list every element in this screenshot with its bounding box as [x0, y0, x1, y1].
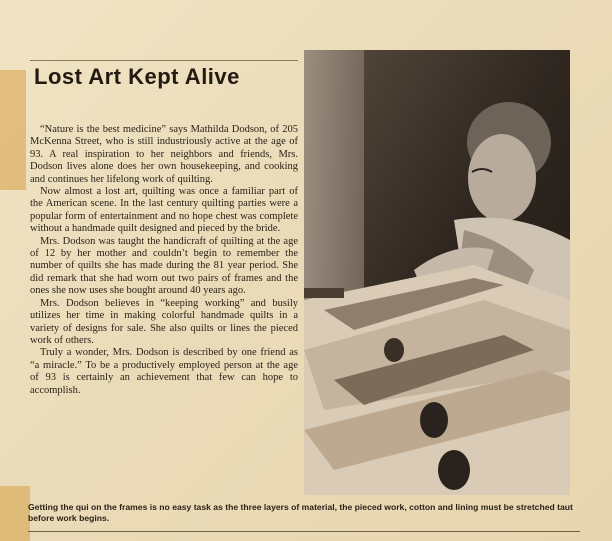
- photo-caption: Getting the qui on the frames is no easy task as the three layers of material, the pieced work, cotton and lining must be stretched taut before work begins.: [28, 502, 573, 523]
- photo-woman-quilting: [304, 50, 570, 495]
- article-body: [30, 124, 298, 397]
- top-rule: [30, 60, 298, 61]
- headline: Lost Art Kept Alive: [34, 64, 240, 89]
- tape-strip-top: [0, 70, 26, 190]
- article-paragraph: Truly a wonder, Mrs. Dodson is described by one friend as “a miracle.” To be a productively employed person at the age of 93 is certainly an achievement that few can hope to accomplish.: [30, 347, 298, 396]
- article-paragraph: Now almost a lost art, quilting was once a familiar part of the American scene. In the last century quilting parties were a popular form of entertainment and no hope chest was complete without a handmade quilt designed and pieced by the bride.: [30, 186, 298, 235]
- article-paragraph: Mrs. Dodson believes in “keeping working” and busily utilizes her time in making colorful handmade quilts in a variety of designs for sale. She also quilts or lines the pieced work of others.: [30, 297, 298, 346]
- article-paragraph: Mrs. Dodson was taught the handicraft of quilting at the age of 12 by her mother and couldn’t begin to remember the number of quilts she has made during the 81 year period. She did remark that she had worn out two pairs of frames and the ones she now uses she bought around 40 years ago.: [30, 235, 298, 297]
- article-paragraph: “Nature is the best medicine” says Mathilda Dodson, of 205 McKenna Street, who is still industriously active at the age of 93. A real inspiration to her neighbors and friends, Mrs. Dodson lives alone does her own housekeeping, and cooking and continues her lifelong work of quilting.: [30, 124, 298, 185]
- bottom-rule: [28, 531, 580, 532]
- tape-strip-bottom: [0, 486, 30, 541]
- photo-illustration: [304, 50, 570, 495]
